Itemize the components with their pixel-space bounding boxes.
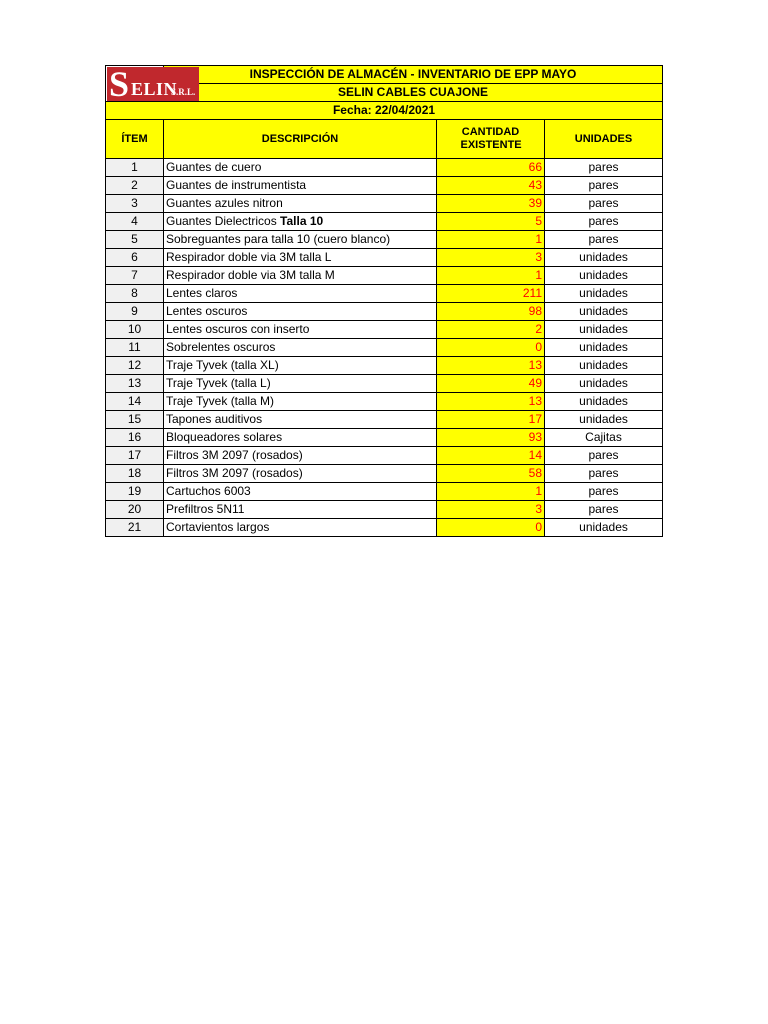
item-number: 19 <box>106 483 164 501</box>
item-description <box>164 213 437 231</box>
table-row <box>106 519 663 537</box>
item-unit: pares <box>545 231 663 249</box>
table-row <box>106 285 663 303</box>
description-text: Sobrelentes oscuros <box>166 340 276 354</box>
item-quantity: 1 <box>437 483 545 501</box>
item-quantity: 3 <box>437 501 545 519</box>
item-unit: unidades <box>545 393 663 411</box>
item-number: 3 <box>106 195 164 213</box>
description-text: Bloqueadores solares <box>166 430 283 444</box>
item-unit: unidades <box>545 267 663 285</box>
item-number: 9 <box>106 303 164 321</box>
item-unit: pares <box>545 213 663 231</box>
item-number: 21 <box>106 519 164 537</box>
description-text: Cartuchos 6003 <box>166 484 251 498</box>
item-number: 16 <box>106 429 164 447</box>
table-row <box>106 375 663 393</box>
item-number: 1 <box>106 159 164 177</box>
item-unit: pares <box>545 501 663 519</box>
item-unit: Cajitas <box>545 429 663 447</box>
description-text: Guantes de cuero <box>166 160 262 174</box>
table-row <box>106 429 663 447</box>
date-row <box>106 102 663 120</box>
item-quantity: 0 <box>437 519 545 537</box>
selin-logo: S ELIN S.R.L. <box>107 67 199 101</box>
item-description <box>164 393 437 411</box>
item-quantity: 93 <box>437 429 545 447</box>
item-number: 8 <box>106 285 164 303</box>
item-unit: unidades <box>545 411 663 429</box>
item-number: 14 <box>106 393 164 411</box>
table-row <box>106 411 663 429</box>
description-text: Guantes de instrumentista <box>166 178 307 192</box>
item-quantity: 58 <box>437 465 545 483</box>
table-row <box>106 267 663 285</box>
item-unit: pares <box>545 447 663 465</box>
table-row <box>106 321 663 339</box>
item-quantity: 39 <box>437 195 545 213</box>
logo-cell <box>106 64 196 104</box>
column-header-item: ÍTEM <box>106 120 164 159</box>
column-header-qty: CANTIDAD EXISTENTE <box>437 120 545 159</box>
table-row <box>106 501 663 519</box>
table-row <box>106 177 663 195</box>
table-row <box>106 465 663 483</box>
item-description <box>164 375 437 393</box>
item-quantity: 17 <box>437 411 545 429</box>
table-row <box>106 393 663 411</box>
table-row <box>106 357 663 375</box>
item-description <box>164 411 437 429</box>
item-unit: unidades <box>545 249 663 267</box>
description-text: Respirador doble via 3M talla M <box>166 268 335 282</box>
item-number: 12 <box>106 357 164 375</box>
sheet-title: INSPECCIÓN DE ALMACÉN - INVENTARIO DE EPP MAYO <box>164 66 663 84</box>
item-number: 10 <box>106 321 164 339</box>
item-unit: unidades <box>545 357 663 375</box>
table-row <box>106 447 663 465</box>
item-unit: pares <box>545 465 663 483</box>
company-name: SELIN CABLES CUAJONE <box>164 84 663 102</box>
item-number: 2 <box>106 177 164 195</box>
item-quantity: 98 <box>437 303 545 321</box>
table-row <box>106 213 663 231</box>
description-text: Traje Tyvek (talla M) <box>166 394 275 408</box>
item-number: 5 <box>106 231 164 249</box>
description-text: Traje Tyvek (talla XL) <box>166 358 279 372</box>
description-text: Filtros 3M 2097 (rosados) <box>166 448 303 462</box>
item-description <box>164 501 437 519</box>
item-number: 6 <box>106 249 164 267</box>
item-description <box>164 519 437 537</box>
item-number: 18 <box>106 465 164 483</box>
item-description <box>164 357 437 375</box>
item-quantity: 1 <box>437 267 545 285</box>
table-row <box>106 159 663 177</box>
item-description <box>164 195 437 213</box>
column-header-description: DESCRIPCIÓN <box>164 120 437 159</box>
item-number: 13 <box>106 375 164 393</box>
item-unit: unidades <box>545 285 663 303</box>
description-text: Traje Tyvek (talla L) <box>166 376 271 390</box>
item-description <box>164 429 437 447</box>
item-description <box>164 249 437 267</box>
item-description <box>164 159 437 177</box>
item-quantity: 0 <box>437 339 545 357</box>
description-text: Prefiltros 5N11 <box>166 502 245 516</box>
description-text: Lentes oscuros <box>166 304 248 318</box>
table-row <box>106 249 663 267</box>
item-description <box>164 231 437 249</box>
description-bold-text: Talla 10 <box>280 214 324 228</box>
item-quantity: 13 <box>437 357 545 375</box>
item-description <box>164 267 437 285</box>
description-text: Tapones auditivos <box>166 412 263 426</box>
table-row <box>106 483 663 501</box>
item-unit: pares <box>545 195 663 213</box>
item-quantity: 1 <box>437 231 545 249</box>
item-description <box>164 321 437 339</box>
item-unit: unidades <box>545 303 663 321</box>
item-unit: pares <box>545 483 663 501</box>
table-row <box>106 195 663 213</box>
item-quantity: 13 <box>437 393 545 411</box>
table-row <box>106 339 663 357</box>
item-number: 11 <box>106 339 164 357</box>
item-quantity: 49 <box>437 375 545 393</box>
item-unit: pares <box>545 177 663 195</box>
item-unit: unidades <box>545 339 663 357</box>
item-unit: unidades <box>545 519 663 537</box>
description-text: Respirador doble via 3M talla L <box>166 250 332 264</box>
item-number: 17 <box>106 447 164 465</box>
item-description <box>164 177 437 195</box>
item-quantity: 5 <box>437 213 545 231</box>
inventory-table <box>105 65 663 537</box>
description-text: Lentes oscuros con inserto <box>166 322 310 336</box>
inventory-sheet <box>105 65 662 537</box>
item-number: 20 <box>106 501 164 519</box>
item-number: 7 <box>106 267 164 285</box>
item-quantity: 211 <box>437 285 545 303</box>
column-header-row <box>106 120 663 159</box>
table-row <box>106 303 663 321</box>
item-unit: unidades <box>545 321 663 339</box>
item-quantity: 3 <box>437 249 545 267</box>
item-number: 4 <box>106 213 164 231</box>
description-text: Lentes claros <box>166 286 238 300</box>
item-description <box>164 339 437 357</box>
item-quantity: 14 <box>437 447 545 465</box>
description-text: Sobreguantes para talla 10 (cuero blanco) <box>166 232 391 246</box>
item-quantity: 66 <box>437 159 545 177</box>
item-description <box>164 465 437 483</box>
item-quantity: 2 <box>437 321 545 339</box>
description-text: Guantes azules nitron <box>166 196 283 210</box>
description-text: Filtros 3M 2097 (rosados) <box>166 466 303 480</box>
item-number: 15 <box>106 411 164 429</box>
title-row <box>106 66 663 84</box>
item-description <box>164 447 437 465</box>
sheet-date: Fecha: 22/04/2021 <box>106 102 663 120</box>
item-description <box>164 303 437 321</box>
item-description <box>164 483 437 501</box>
table-row <box>106 231 663 249</box>
description-text: Cortavientos largos <box>166 520 270 534</box>
description-text: Guantes Dielectricos <box>166 214 281 228</box>
item-unit: unidades <box>545 375 663 393</box>
item-quantity: 43 <box>437 177 545 195</box>
column-header-units: UNIDADES <box>545 120 663 159</box>
item-description <box>164 285 437 303</box>
item-unit: pares <box>545 159 663 177</box>
